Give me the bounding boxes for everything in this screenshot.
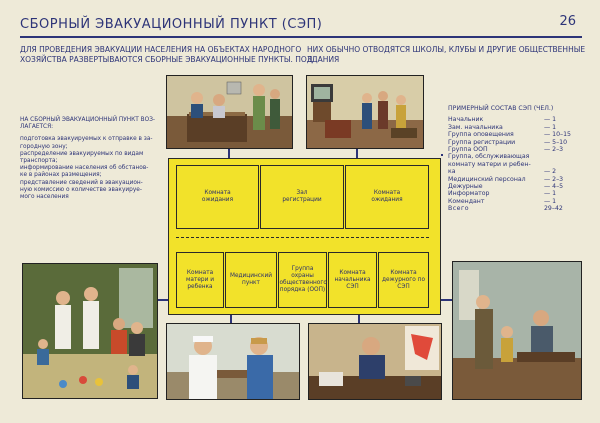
- role-label: Группа, обслуживающая: [448, 153, 530, 161]
- floor-plan: [168, 158, 441, 315]
- intro-right-line: НИХ ОБЫЧНО ОТВОДЯТСЯ ШКОЛЫ, КЛУБЫ И ДРУГИЕ ОБЩЕСТВЕННЫЕ: [307, 45, 586, 54]
- role-label: Начальник: [448, 116, 484, 124]
- photo-chief-office: [308, 323, 442, 400]
- plan-room-chief: [328, 252, 377, 308]
- role-label: комнату матери и ребен-: [448, 160, 531, 168]
- role-count: — 10–15: [544, 131, 571, 139]
- intro-left: [20, 45, 313, 64]
- role-label: Группа регистрации: [448, 138, 516, 146]
- composition-row: [448, 190, 571, 197]
- tasks-heading: НА СБОРНЫЙ ЭВАКУАЦИОННЫЙ ПУНКТ ВОЗ-: [20, 117, 156, 123]
- plan-corridor-wall: [176, 237, 429, 239]
- role-label: Комендант: [448, 197, 485, 205]
- composition-row: [448, 168, 571, 175]
- role-count: — 2: [544, 168, 557, 176]
- role-count: — 1: [544, 190, 557, 198]
- page-number: 26: [559, 14, 576, 29]
- task-line: мого населения: [20, 194, 69, 201]
- role-count: 29–42: [544, 205, 563, 213]
- role-label: Зам. начальника: [448, 123, 503, 131]
- composition-row: [448, 198, 571, 205]
- room-label: Комната ожидания: [201, 190, 234, 203]
- task-line: распределение эвакуируемых по видам: [20, 150, 144, 157]
- photo-duty-officer: [452, 261, 582, 400]
- role-count: — 2–3: [544, 175, 564, 183]
- role-label: Всего: [448, 205, 469, 213]
- plan-room-oop: [278, 252, 327, 308]
- photo-mother-child-room: [22, 263, 158, 399]
- composition-row: [448, 205, 571, 212]
- composition-heading: ПРИМЕРНЫЙ СОСТАВ СЭП (ЧЕЛ.): [448, 105, 554, 112]
- intro-left-line: ДЛЯ ПРОВЕДЕНИЯ ЭВАКУАЦИИ НАСЕЛЕНИЯ НА ОБЪЕКТАХ НАРОДНОГО: [20, 45, 302, 54]
- intro-right: [307, 45, 585, 64]
- plan-room-mother-child: [176, 252, 224, 308]
- role-count: — 1: [544, 116, 557, 124]
- composition-row: [448, 139, 571, 146]
- task-line: городную зону;: [20, 143, 68, 150]
- task-line: подготовка эвакуируемых к отправке в за-: [20, 136, 153, 143]
- plan-room-medical: [225, 252, 277, 308]
- task-line: ке в районах размещения;: [20, 172, 102, 179]
- intro-right-line: ЗДАНИЯ: [307, 54, 340, 64]
- composition-row: [448, 124, 571, 131]
- composition-row: [448, 131, 571, 138]
- role-label: ка: [448, 168, 456, 176]
- composition-row: [448, 176, 571, 183]
- task-line: информирование населения об обстанов-: [20, 165, 149, 172]
- task-line: транспорта;: [20, 158, 58, 165]
- task-line: ную комиссию о количестве эвакуируе-: [20, 186, 142, 193]
- room-label: Комната матери и ребенка: [186, 269, 214, 290]
- role-count: — 1: [544, 123, 557, 131]
- role-count: — 2–3: [544, 146, 564, 154]
- intro-left-line: ХОЗЯЙСТВА РАЗВЕРТЫВАЮТСЯ СБОРНЫЕ ЭВАКУАЦИОННЫЕ ПУНКТЫ. ПОД: [20, 54, 313, 64]
- room-label: Комната дежурного по СЭП: [381, 269, 425, 290]
- photo-registration: [166, 75, 293, 149]
- task-line: представление сведений в эвакуацион-: [20, 179, 143, 186]
- room-label: Группа охраны общественного порядка (ООП): [279, 266, 327, 293]
- role-label: Дежурные: [448, 183, 483, 191]
- room-label: Комната начальника СЭП: [334, 269, 371, 290]
- photo-medical-point: [166, 323, 300, 400]
- plan-room-registration: [260, 165, 344, 229]
- tasks-heading: ЛАГАЕТСЯ:: [20, 124, 54, 131]
- composition-row: [448, 153, 571, 160]
- page-title: СБОРНЫЙ ЭВАКУАЦИОННЫЙ ПУНКТ (СЭП): [20, 17, 323, 32]
- title-rule: [20, 36, 582, 38]
- room-label: Комната ожидания: [371, 190, 403, 203]
- connector: [230, 314, 232, 323]
- role-label: Группа оповещения: [448, 131, 514, 139]
- composition: [448, 105, 571, 213]
- role-count: — 4–5: [544, 183, 564, 191]
- role-label: Группа ООП: [448, 146, 488, 154]
- composition-row: [448, 161, 571, 168]
- room-label: Зал регистрации: [282, 190, 322, 203]
- role-count: — 5–10: [544, 138, 568, 146]
- role-count: — 1: [544, 197, 557, 205]
- tasks-text: [20, 117, 162, 201]
- room-label: Медицинский пункт: [229, 273, 273, 286]
- composition-row: [448, 116, 571, 123]
- connector: [358, 314, 360, 323]
- composition-row: [448, 183, 571, 190]
- plan-room-waiting-left: [176, 165, 259, 229]
- plan-room-duty: [378, 252, 429, 308]
- plan-room-waiting-right: [345, 165, 429, 229]
- role-label: Медицинский персонал: [448, 175, 526, 183]
- connector: [441, 154, 443, 156]
- photo-waiting-room: [306, 75, 424, 149]
- role-label: Информатор: [448, 190, 490, 198]
